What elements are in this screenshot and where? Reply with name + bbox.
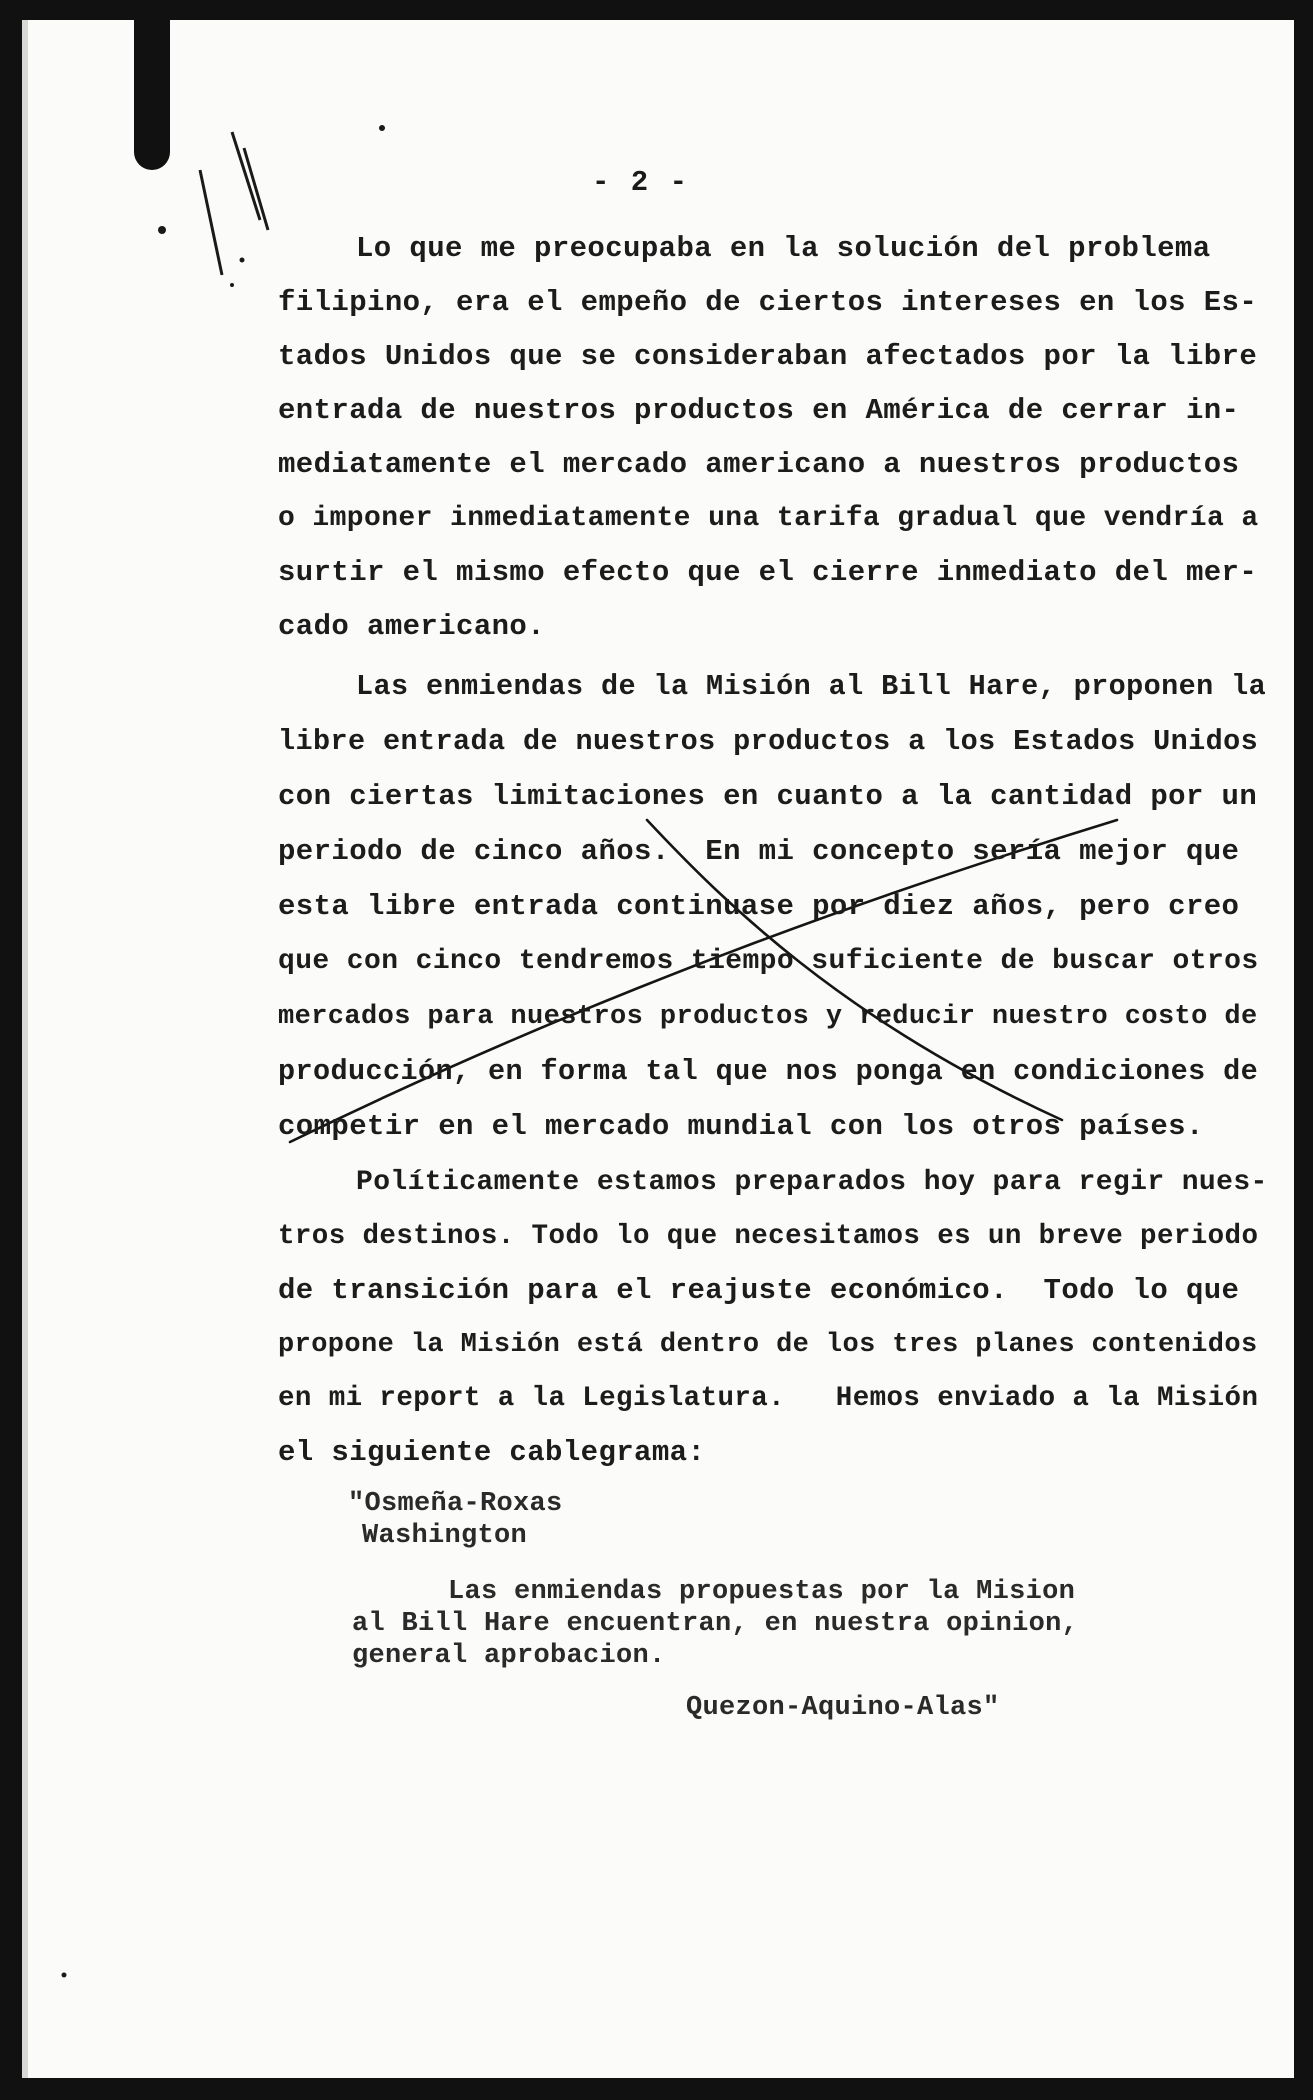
ink-blot bbox=[134, 20, 170, 170]
paragraph-3-line-1: Políticamente estamos preparados hoy para regir nues- bbox=[356, 1167, 1268, 1198]
cable-signature: Quezon-Aquino-Alas" bbox=[686, 1693, 1000, 1723]
handwritten-marks bbox=[22, 20, 1294, 2078]
paragraph-2-line-5: esta libre entrada continuase por diez años, pero creo bbox=[278, 890, 1240, 923]
cable-address-line-1: "Osmeña-Roxas bbox=[348, 1489, 563, 1519]
cable-address-line-2: Washington bbox=[362, 1521, 528, 1551]
cable-body-line-2: al Bill Hare encuentran, en nuestra opinion, bbox=[352, 1609, 1079, 1639]
paragraph-2-line-4: periodo de cinco años. En mi concepto sería mejor que bbox=[278, 835, 1240, 868]
page-number: - 2 - bbox=[592, 166, 690, 199]
paragraph-1-line-7: surtir el mismo efecto que el cierre inmediato del mer- bbox=[278, 556, 1258, 589]
paragraph-1-line-6: o imponer inmediatamente una tarifa gradual que vendría a bbox=[278, 503, 1259, 534]
paragraph-1-line-3: tados Unidos que se consideraban afectados por la libre bbox=[278, 340, 1258, 373]
paragraph-3-line-3: de transición para el reajuste económico. Todo lo que bbox=[278, 1274, 1240, 1307]
paragraph-2-line-2: libre entrada de nuestros productos a los Estados Unidos bbox=[278, 725, 1259, 758]
cable-body-line-1: Las enmiendas propuestas por la Mision bbox=[448, 1577, 1076, 1607]
margin-scratches bbox=[200, 132, 268, 275]
paragraph-2-line-6: que con cinco tendremos tiempo suficiente de buscar otros bbox=[278, 946, 1259, 977]
paragraph-3-line-4: propone la Misión está dentro de los tres planes contenidos bbox=[278, 1330, 1258, 1360]
paragraph-1-line-4: entrada de nuestros productos en América de cerrar in- bbox=[278, 394, 1240, 427]
paragraph-3-line-6: el siguiente cablegrama: bbox=[278, 1436, 706, 1469]
paragraph-2-line-3: con ciertas limitaciones en cuanto a la cantidad por un bbox=[278, 780, 1258, 813]
paragraph-2-line-1: Las enmiendas de la Misión al Bill Hare, proponen la bbox=[356, 670, 1267, 703]
cable-body-line-3: general aprobacion. bbox=[352, 1641, 666, 1671]
paragraph-2-line-8: producción, en forma tal que nos ponga en condiciones de bbox=[278, 1055, 1259, 1088]
paragraph-1-line-1: Lo que me preocupaba en la solución del problema bbox=[356, 232, 1211, 265]
paragraph-2-line-9: competir en el mercado mundial con los otros países. bbox=[278, 1110, 1204, 1143]
paragraph-2-line-7: mercados para nuestros productos y reducir nuestro costo de bbox=[278, 1002, 1258, 1032]
paragraph-1-line-8: cado americano. bbox=[278, 610, 546, 643]
paragraph-1-line-2: filipino, era el empeño de ciertos intereses en los Es- bbox=[278, 286, 1258, 319]
paragraph-1-line-5: mediatamente el mercado americano a nuestros productos bbox=[278, 448, 1240, 481]
document-page bbox=[22, 20, 1294, 2078]
paragraph-3-line-2: tros destinos. Todo lo que necesitamos es un breve periodo bbox=[278, 1221, 1259, 1252]
page-edge bbox=[22, 20, 28, 2078]
paragraph-3-line-5: en mi report a la Legislatura. Hemos enviado a la Misión bbox=[278, 1383, 1259, 1414]
